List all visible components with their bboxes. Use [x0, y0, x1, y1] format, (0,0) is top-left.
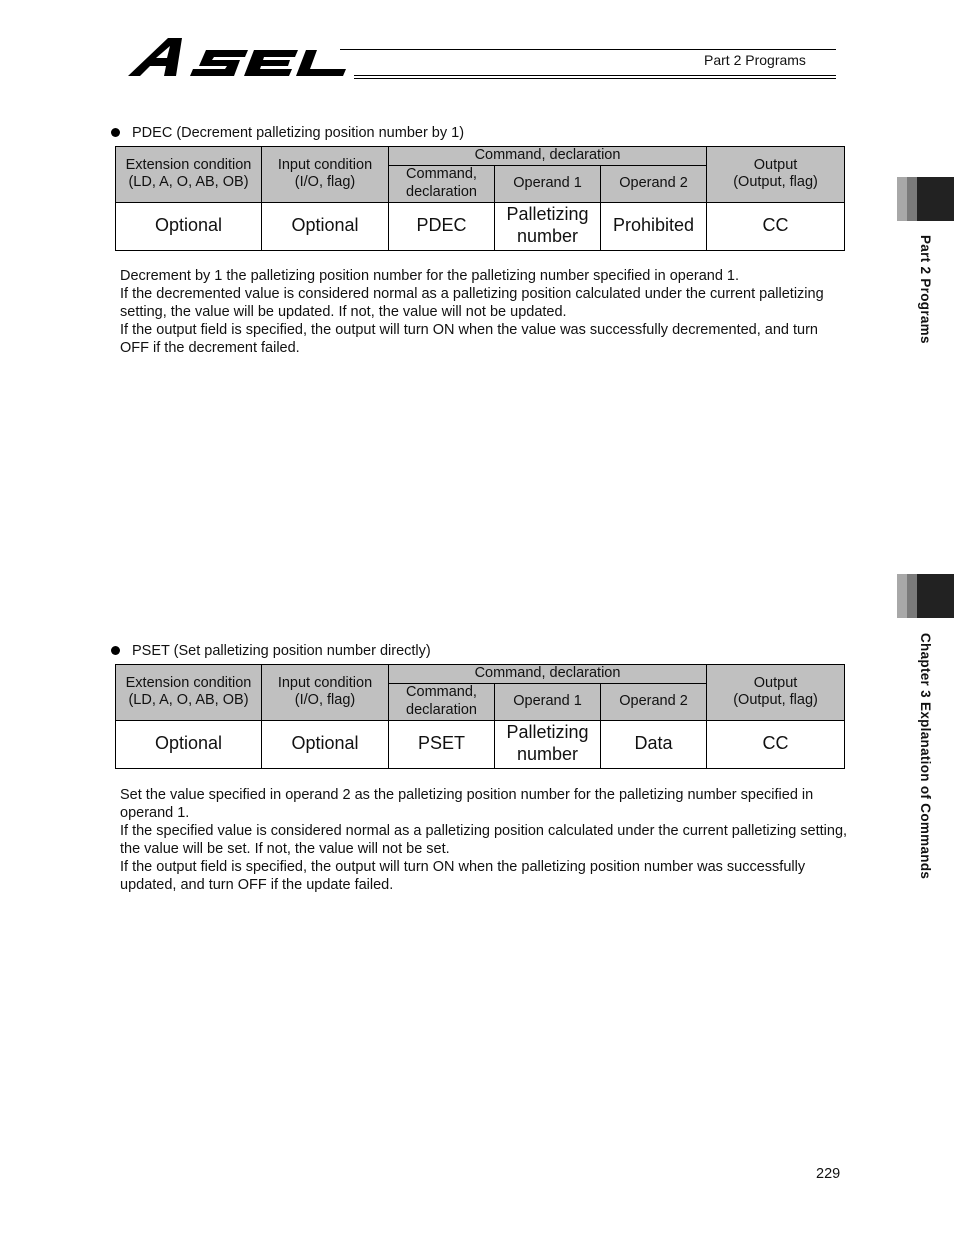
header-operand-1: Operand 1: [495, 165, 601, 202]
cell-command: PSET: [389, 720, 495, 768]
header-output: Output (Output, flag): [707, 665, 845, 721]
command-table-pdec: [115, 146, 845, 251]
section-title-pdec: PDEC (Decrement palletizing position number by 1): [132, 125, 465, 141]
cell-operand-1: Palletizing number: [495, 202, 601, 250]
cell-command: PDEC: [389, 202, 495, 250]
header-extension-condition: Extension condition (LD, A, O, AB, OB): [116, 665, 262, 721]
cell-operand-2: Data: [601, 720, 707, 768]
bullet-icon: [111, 128, 120, 137]
description-paragraph: If the decremented value is considered normal as a palletizing position calculated under the current palletizing setting, the value will be updated. If not, the value will not be updated.: [120, 286, 824, 320]
header-command: Command, declaration: [389, 165, 495, 202]
description-paragraph: If the output field is specified, the output will turn ON when the value was successfully decremented, and turn OFF if the decrement failed.: [120, 322, 818, 356]
side-tab-part-label: Part 2 Programs: [918, 235, 933, 344]
header-rule-top: [340, 49, 836, 50]
header-rule-bottom: [354, 75, 836, 76]
description-paragraph: Decrement by 1 the palletizing position number for the palletizing number specified in operand 1.: [120, 268, 740, 284]
side-tab-chapter-label: Chapter 3 Explanation of Commands: [918, 633, 933, 880]
header-operand-1: Operand 1: [495, 683, 601, 720]
page-number: 229: [816, 1166, 841, 1182]
cell-operand-1: Palletizing number: [495, 720, 601, 768]
cell-output: CC: [707, 720, 845, 768]
cell-extension: Optional: [116, 720, 262, 768]
bullet-icon: [111, 646, 120, 655]
description-paragraph: If the output field is specified, the output will turn ON when the palletizing position number was successfully updated, and turn OFF if the update failed.: [120, 859, 806, 893]
header-command-group: Command, declaration: [389, 665, 707, 684]
cell-operand-2: Prohibited: [601, 202, 707, 250]
description-pset: [120, 786, 850, 894]
header-rule-bottom-2: [354, 78, 836, 79]
header-command: Command, declaration: [389, 683, 495, 720]
section-title-pset: PSET (Set palletizing position number directly): [132, 643, 431, 659]
header-output: Output (Output, flag): [707, 147, 845, 203]
description-pdec: [120, 267, 850, 357]
header-operand-2: Operand 2: [601, 165, 707, 202]
cell-extension: Optional: [116, 202, 262, 250]
asel-logo: [124, 30, 354, 82]
header-extension-condition: Extension condition (LD, A, O, AB, OB): [116, 147, 262, 203]
command-table-pset: [115, 664, 845, 769]
description-paragraph: Set the value specified in operand 2 as the palletizing position number for the palletizing number specified in operand 1.: [120, 787, 814, 821]
header-input-condition: Input condition (I/O, flag): [262, 665, 389, 721]
side-tab-chapter-marker: [897, 574, 954, 618]
cell-input: Optional: [262, 202, 389, 250]
cell-input: Optional: [262, 720, 389, 768]
cell-output: CC: [707, 202, 845, 250]
header-operand-2: Operand 2: [601, 683, 707, 720]
header-command-group: Command, declaration: [389, 147, 707, 166]
header-input-condition: Input condition (I/O, flag): [262, 147, 389, 203]
description-paragraph: If the specified value is considered normal as a palletizing position calculated under the current palletizing setting, the value will be set. If not, the value will not be set.: [120, 823, 848, 857]
header-section-label: Part 2 Programs: [704, 52, 806, 68]
side-tab-part-marker: [897, 177, 954, 221]
